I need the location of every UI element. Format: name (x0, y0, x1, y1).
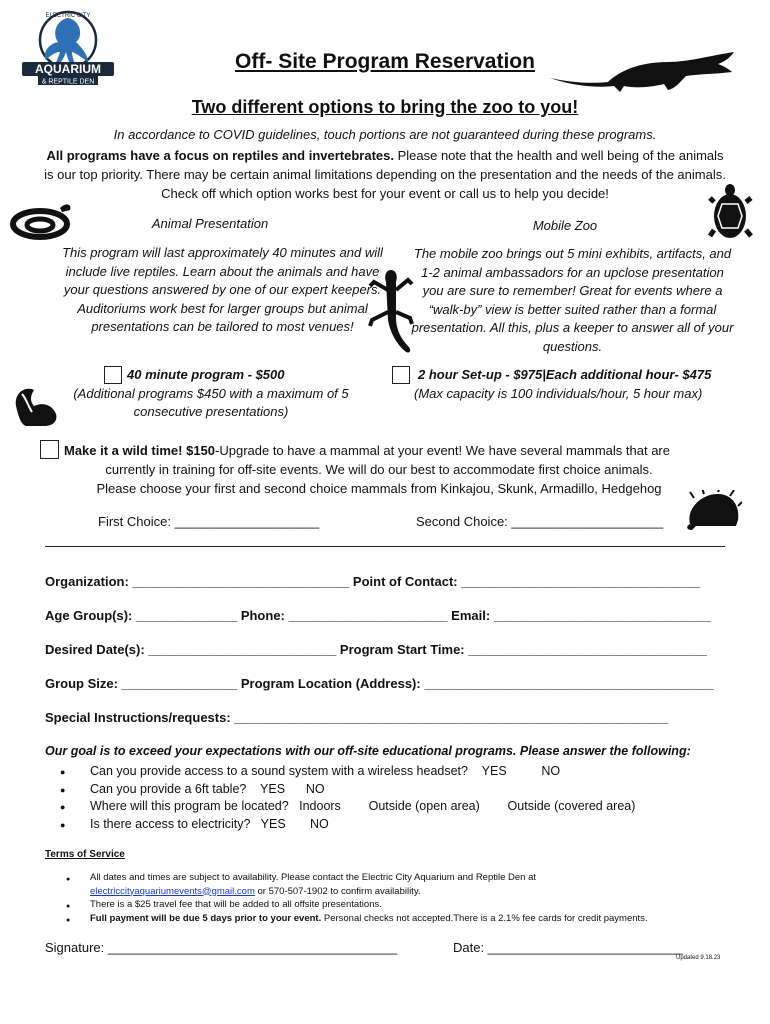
wild-time-bold: Make it a wild time! $150 (64, 443, 216, 458)
question-item (66, 798, 635, 816)
covid-note: In accordance to COVID guidelines, touch portions are not guaranteed during these programs. (113, 127, 657, 142)
question-sound-system: Can you provide access to a sound system with a wireless headset? YES NO (90, 764, 561, 778)
logo-text: AQUARIUM (35, 62, 101, 76)
term-item (66, 898, 648, 912)
animal-presentation-price: 40 minute program - $500 (127, 367, 285, 382)
first-choice-field[interactable]: First Choice: ____________________ (98, 514, 320, 529)
terms-heading: Terms of Service (45, 849, 125, 860)
question-location: Where will this program be located? Indoors Outside (open area) Outside (covered area) (90, 799, 636, 813)
option-mobile-zoo-checkbox[interactable] (392, 366, 410, 384)
wild-time-paragraph (64, 441, 714, 498)
option-animal-presentation-checkbox[interactable] (104, 366, 122, 384)
question-item (66, 763, 635, 781)
animal-presentation-description: This program will last approximately 40 minutes and will include live reptiles. Learn about the animals and have your questions answered by one of our expert keepers. Auditoriums work best for larger groups but animal presentations can be tailored to most venues! (62, 245, 383, 334)
term-item (66, 912, 648, 926)
option-wild-time-checkbox[interactable] (40, 440, 59, 459)
question-item (66, 816, 635, 834)
mobile-zoo-heading: Mobile Zoo (532, 218, 598, 233)
term-item (66, 871, 648, 898)
term-travel-fee: There is a $25 travel fee that will be added to all offsite presentations. (90, 899, 382, 910)
date-field[interactable]: Date: ___________________________ (453, 940, 683, 955)
mobile-zoo-description: The mobile zoo brings out 5 mini exhibits, artifacts, and 1-2 animal ambassadors for an upclose presentation you are sure to remember! Great for events where a “walk-by” view is better suited rather than a formal presentation. All this, plus a keeper to answer all of your questions. (411, 246, 734, 354)
snake-icon (10, 198, 72, 240)
intro-paragraph (40, 146, 730, 203)
term-availability: All dates and times are subject to availability. Please contact the Electric City Aquarium and Reptile Den at (90, 872, 537, 883)
intro-bold: All programs have a focus on reptiles and invertebrates. (46, 148, 394, 163)
wild-time-line2: currently in training for off-site events. We will do our best to accommodate first choice animals. (105, 462, 653, 477)
question-table: Can you provide a 6ft table? YES NO (90, 781, 325, 796)
questions-list (66, 763, 635, 833)
term-payment: Personal checks not accepted.There is a 2.1% fee cards for credit payments. (321, 912, 648, 924)
second-choice-field[interactable]: Second Choice: _____________________ (416, 514, 664, 529)
goal-statement: Our goal is to exceed your expectations with our off-site educational programs. Please answer the following: (45, 744, 691, 758)
date-starttime-row[interactable]: Desired Date(s): __________________________ Program Start Time: _________________________________ (45, 642, 707, 657)
wild-time-text: -Upgrade to have a mammal at your event! We have several mammals that are (215, 443, 670, 458)
aquarium-logo (18, 8, 118, 88)
page-title: Off- Site Program Reservation (235, 50, 535, 73)
intro-text: Please note that the health and well being of the animals is our top priority. There may be certain animal limitations depending on the presentation and the needs of the animals. Check off which option works best for your event or call us to help you decide! (44, 148, 726, 201)
question-electricity: Is there access to electricity? YES NO (90, 816, 329, 831)
logo-top-text: ELECTRIC CITY (45, 13, 91, 19)
contact-email-link[interactable]: electriccityaquariumevents@gmail.com (90, 885, 255, 897)
turtle-icon (708, 182, 753, 246)
logo-subtext: & REPTILE DEN (41, 78, 95, 86)
hedgehog-icon (684, 490, 742, 532)
age-phone-email-row[interactable]: Age Group(s): ______________ Phone: ______________________ Email: ______________________________ (45, 608, 711, 623)
updated-note: Updated 9.18.23 (676, 955, 721, 961)
divider (45, 546, 725, 547)
animal-presentation-note: (Additional programs $450 with a maximum of 5 consecutive presentations) (73, 386, 349, 419)
special-instructions-row[interactable]: Special Instructions/requests: ____________________________________________________________ (45, 710, 669, 725)
wild-time-line3: Please choose your first and second choice mammals from Kinkajou, Skunk, Armadillo, Hedgehog (96, 481, 662, 496)
skunk-icon (12, 384, 60, 428)
page-subtitle: Two different options to bring the zoo to you! (191, 97, 579, 117)
mobile-zoo-price: 2 hour Set-up - $975|Each additional hour- $475 (418, 367, 712, 382)
animal-presentation-heading: Animal Presentation (151, 216, 269, 231)
term-phone: or 570-507-1902 to confirm availability. (254, 885, 421, 897)
gecko-icon (366, 268, 416, 358)
organization-contact-row[interactable]: Organization: ______________________________ Point of Contact: _________________________________ (45, 574, 700, 589)
groupsize-location-row[interactable]: Group Size: ________________ Program Location (Address): ________________________________________ (45, 676, 714, 691)
question-item (66, 781, 635, 799)
signature-field[interactable]: Signature: ________________________________________ (45, 940, 398, 955)
terms-list (66, 871, 648, 925)
mobile-zoo-note: (Max capacity is 100 individuals/hour, 5 hour max) (414, 386, 703, 401)
term-payment-bold: Full payment will be due 5 days prior to your event. (90, 912, 322, 924)
